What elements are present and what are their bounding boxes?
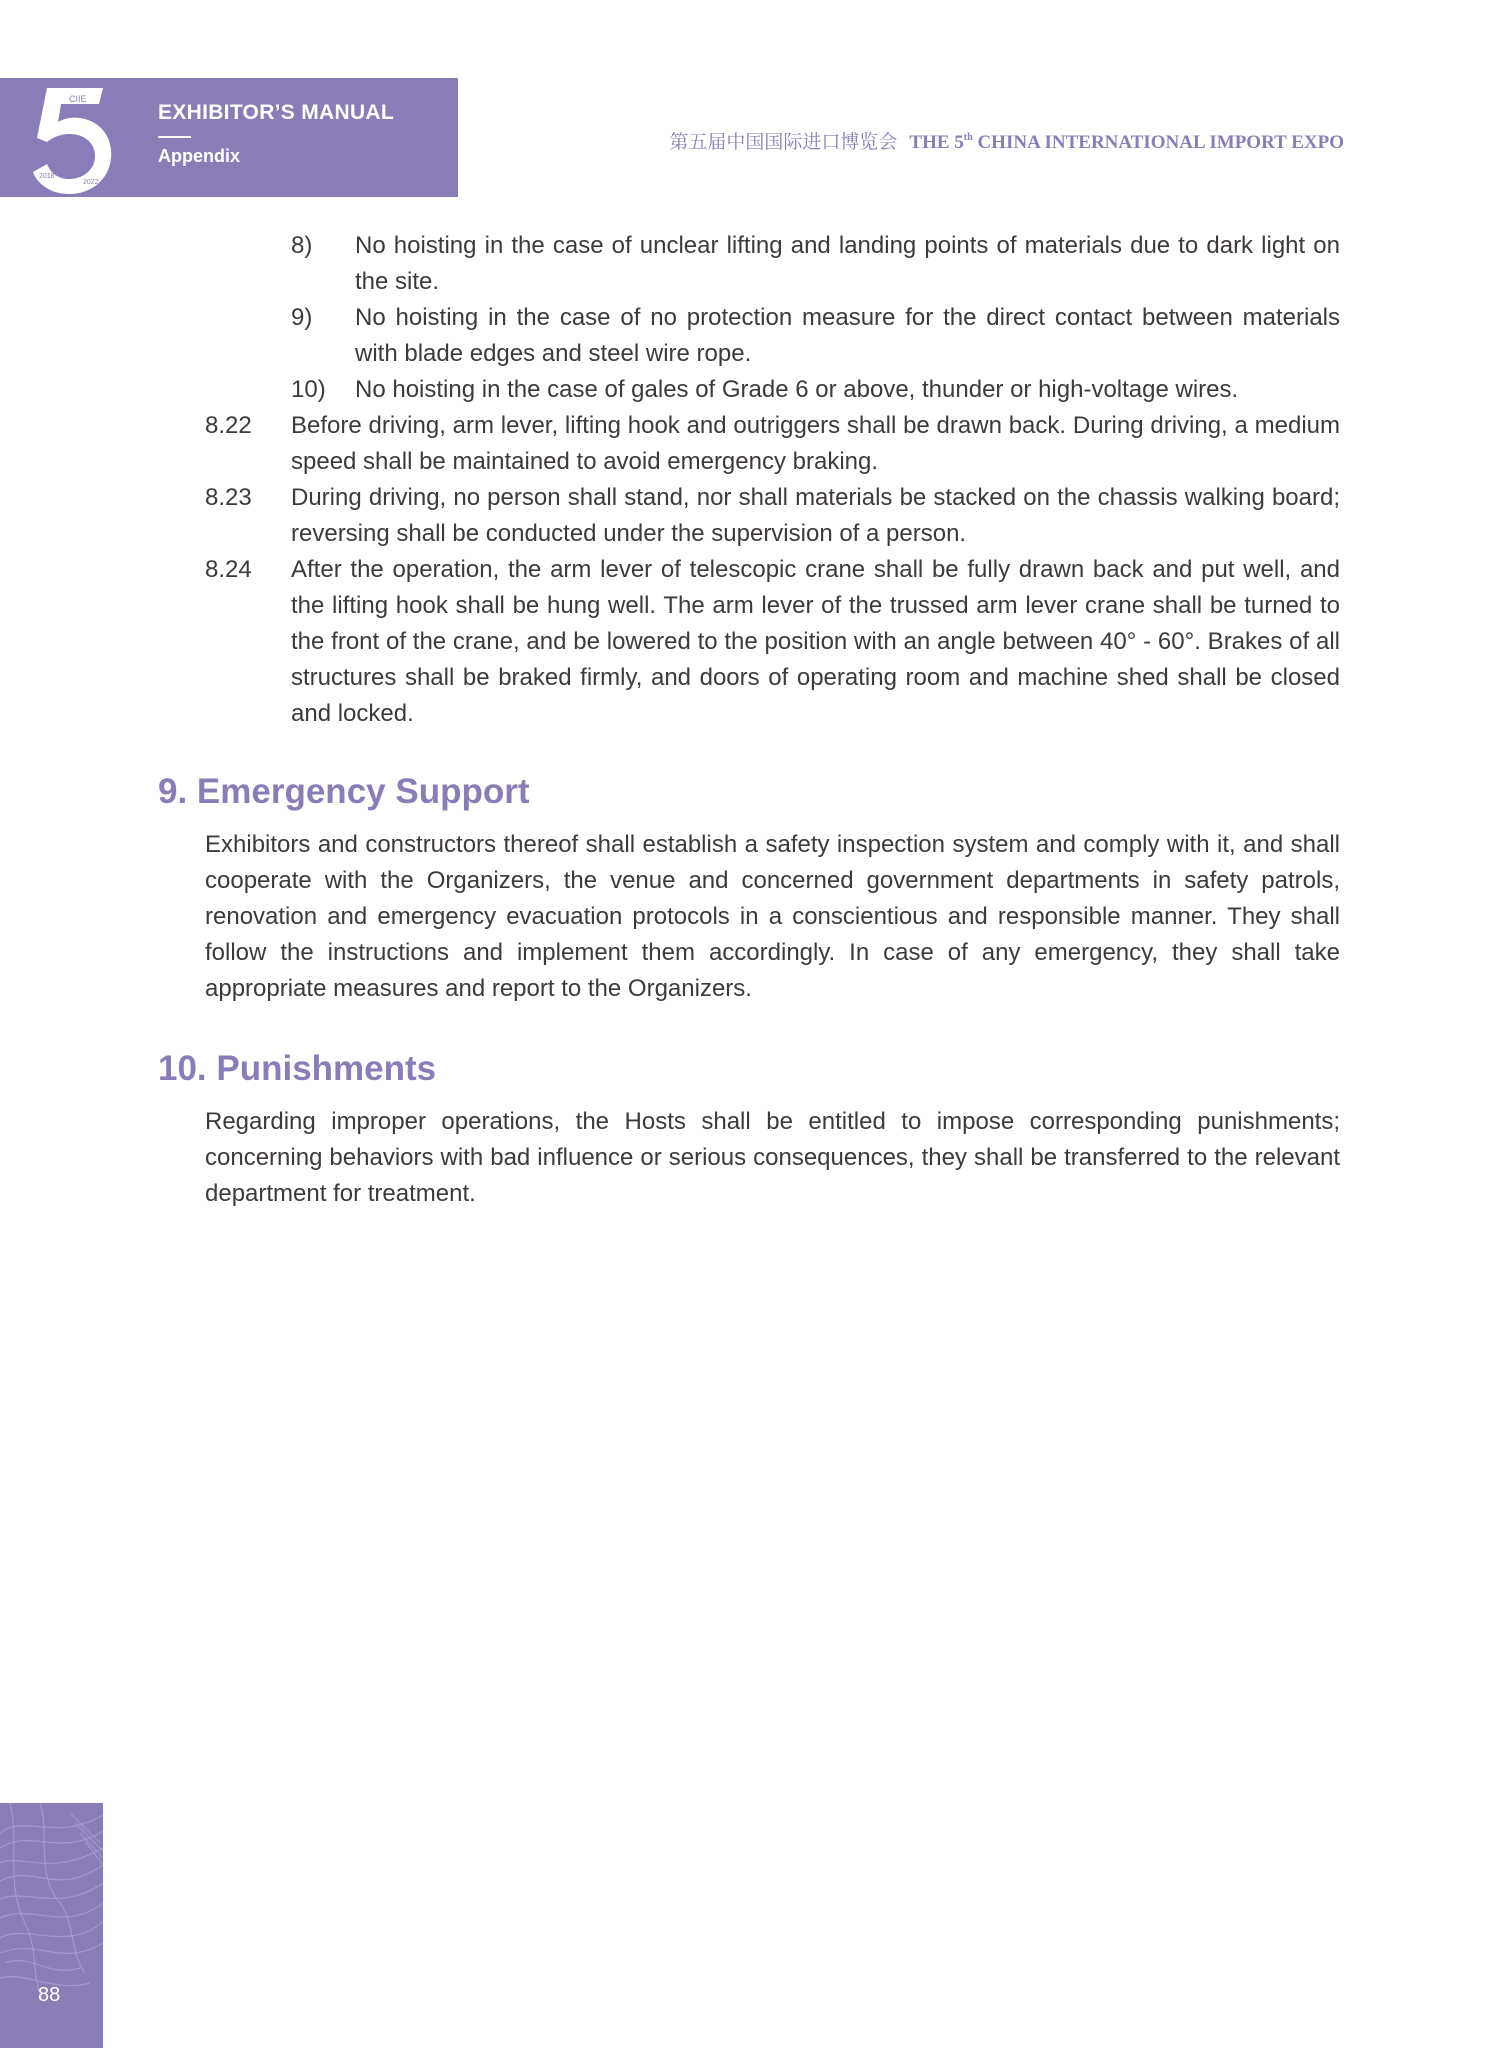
list-item-text: No hoisting in the case of unclear lifting and landing points of materials due to dark light on the site. <box>355 232 1340 295</box>
clause-number: 8.24 <box>205 556 252 583</box>
list-item-number: 9) <box>291 304 313 331</box>
page-number: 88 <box>38 1984 61 2006</box>
list-item-number: 10) <box>291 376 326 403</box>
clause-text: After the operation, the arm lever of telescopic crane shall be fully drawn back and put well, and the lifting hook shall be hung well. The arm lever of the trussed arm lever crane shall be turned to the front of the crane, and be lowered to the position with an angle between 40° - 60°. Brakes of all structures shall be braked firmly, and doors of operating room and machine shed shall be closed and locked. <box>291 556 1340 727</box>
list-item-number: 8) <box>291 232 313 259</box>
svg-text:2018: 2018 <box>39 173 55 180</box>
svg-text:2022: 2022 <box>83 179 99 186</box>
section-body: Exhibitors and constructors thereof shall establish a safety inspection system and comply with it, and shall cooperate with the Organizers, the venue and concerned government departments in safety patrols, renovation and emergency evacuation protocols in a conscientious and responsible manner. They shall follow the instructions and implement them accordingly. In case of any emergency, they shall take appropriate measures and report to the Organizers. <box>205 831 1340 1002</box>
clause-number: 8.23 <box>205 484 252 511</box>
list-item-text: No hoisting in the case of no protection measure for the direct contact between materials with blade edges and steel wire rope. <box>355 304 1340 367</box>
svg-text:CIIE: CIIE <box>69 94 87 104</box>
manual-section: Appendix <box>158 146 241 166</box>
clause-item <box>205 552 1340 732</box>
section-heading: 9. Emergency Support <box>158 772 530 811</box>
expo-title-cn: 第五届中国国际进口博览会 <box>669 131 898 153</box>
expo-title-prefix: THE 5 <box>909 132 964 153</box>
footer-band <box>0 1803 103 2048</box>
section-body: Regarding improper operations, the Hosts shall be entitled to impose corresponding punishments; concerning behaviors with bad influence or serious consequences, they shall be transferred to the relevant department for treatment. <box>205 1108 1340 1207</box>
expo-title-sup: th <box>963 132 973 143</box>
list-item <box>291 300 1340 372</box>
manual-title: EXHIBITOR’S MANUAL <box>158 101 395 124</box>
section-heading: 10. Punishments <box>158 1049 437 1088</box>
list-item-text: No hoisting in the case of gales of Grade 6 or above, thunder or high-voltage wires. <box>355 376 1239 403</box>
clause-item <box>205 480 1340 552</box>
wave-pattern-icon <box>0 1803 103 2048</box>
list-item <box>291 228 1340 300</box>
expo-title <box>669 127 1344 154</box>
main-content <box>0 228 1497 1212</box>
list-item <box>291 372 1340 408</box>
clause-text: During driving, no person shall stand, nor shall materials be stacked on the chassis walking board; reversing shall be conducted under the supervision of a person. <box>291 484 1340 547</box>
ciie-5th-logo-icon <box>25 80 115 195</box>
title-divider <box>158 136 191 138</box>
clause-number: 8.22 <box>205 412 252 439</box>
clause-item <box>205 408 1340 480</box>
expo-title-suffix: CHINA INTERNATIONAL IMPORT EXPO <box>972 132 1344 153</box>
clause-text: Before driving, arm lever, lifting hook and outriggers shall be drawn back. During driving, a medium speed shall be maintained to avoid emergency braking. <box>291 412 1340 475</box>
